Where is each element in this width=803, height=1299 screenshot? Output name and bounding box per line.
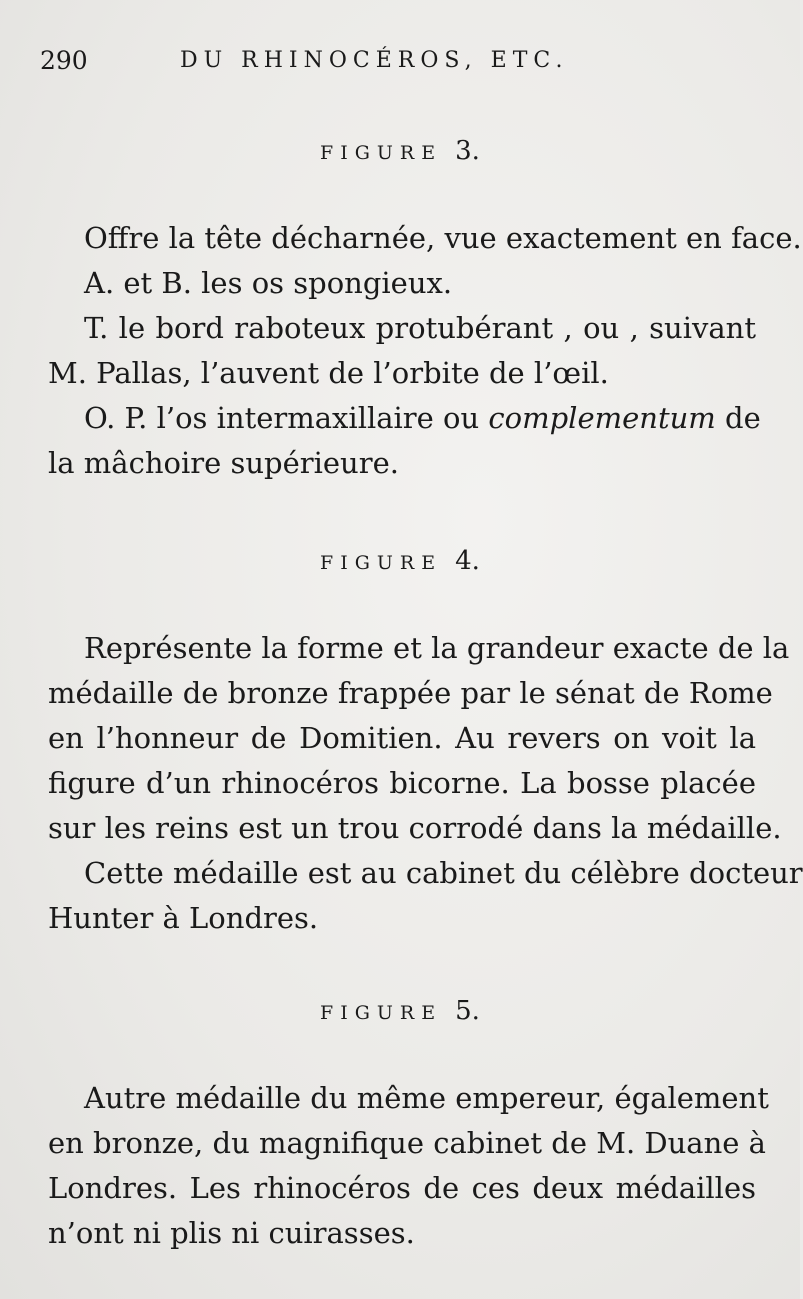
figure-5-line-2: en bronze, du magnifique cabinet de M. Duane à — [48, 1126, 766, 1160]
figure-3-description — [48, 216, 802, 486]
figure-3-line-5 — [48, 396, 761, 441]
figure-4-line-3: en l’honneur de Domitien. Au revers on voit la — [48, 721, 756, 755]
figure-4-line-2: médaille de bronze frappée par le sénat de Rome — [48, 676, 773, 710]
figure-4-line-7: Hunter à Londres. — [48, 901, 319, 935]
figure-5-heading-number: 5. — [455, 996, 480, 1026]
figure-3-line-3: T. le bord raboteux protubérant , ou , suivant — [84, 311, 756, 345]
figure-4-line-5: sur les reins est un trou corrodé dans la médaille. — [48, 811, 782, 845]
figure-4-line-6: Cette médaille est au cabinet du célèbre docteur — [84, 856, 803, 890]
figure-4-heading-number: 4. — [455, 546, 480, 576]
figure-3-line-5-start: O. P. l’os intermaxillaire ou — [84, 401, 480, 435]
figure-5-heading — [0, 996, 800, 1026]
page-number: 290 — [40, 45, 88, 75]
running-head — [40, 40, 760, 80]
figure-4-line-1: Représente la forme et la grandeur exacte de la — [84, 631, 790, 665]
figure-5-description — [48, 1076, 769, 1256]
figure-5-line-4: n’ont ni plis ni cuirasses. — [48, 1216, 415, 1250]
figure-3-line-5-end: de — [725, 401, 761, 435]
figure-3-italic-term: complementum — [488, 401, 716, 435]
figure-3-heading-number: 3. — [455, 136, 480, 166]
figure-5-line-1: Autre médaille du même empereur, également — [84, 1081, 769, 1115]
figure-4-heading — [0, 546, 800, 576]
figure-3-heading-word: FIGURE — [320, 142, 443, 164]
figure-5-line-3: Londres. Les rhinocéros de ces deux médailles — [48, 1171, 756, 1205]
figure-3-line-6: la mâchoire supérieure. — [48, 446, 399, 480]
figure-5-heading-word: FIGURE — [320, 1002, 443, 1024]
figure-4-description — [48, 626, 803, 941]
figure-3-heading — [0, 136, 800, 166]
figure-4-line-4: figure d’un rhinocéros bicorne. La bosse placée — [48, 766, 756, 800]
running-title: DU RHINOCÉROS, ETC. — [180, 47, 569, 73]
figure-3-line-2: A. et B. les os spongieux. — [84, 266, 453, 300]
figure-4-heading-word: FIGURE — [320, 552, 443, 574]
figure-3-line-4: M. Pallas, l’auvent de l’orbite de l’œil. — [48, 356, 609, 390]
figure-3-line-1: Offre la tête décharnée, vue exactement en face. — [84, 221, 802, 255]
